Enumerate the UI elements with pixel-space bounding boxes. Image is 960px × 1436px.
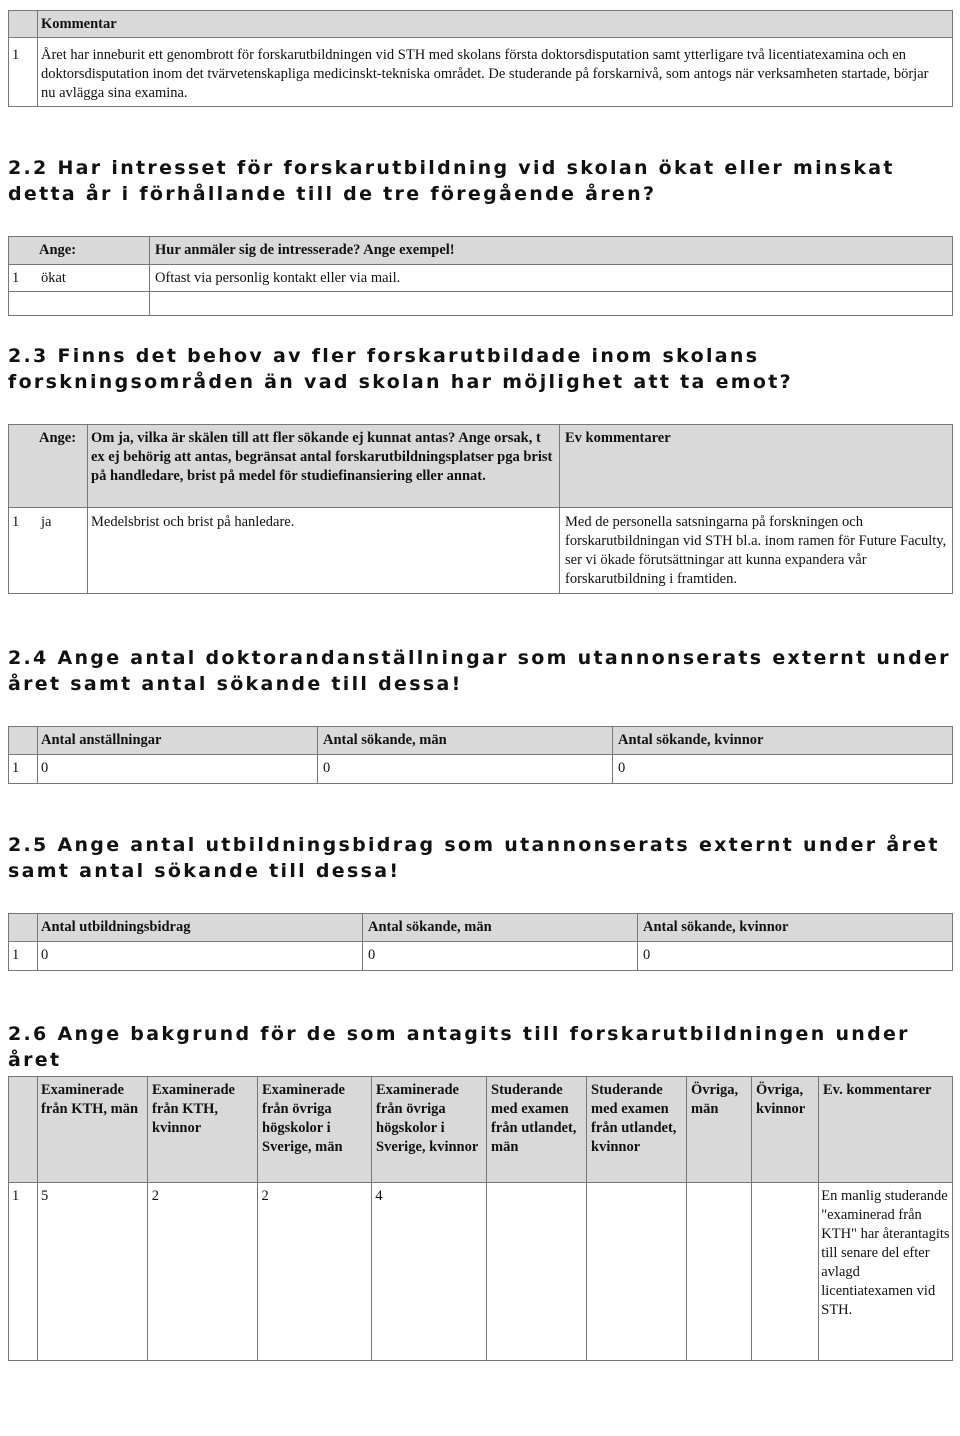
table-row [9,942,952,971]
header-sokande-man: Antal sökande, män [368,919,492,935]
header-row [9,425,952,508]
row-number: 1 [12,47,20,63]
header-sokande-man: Antal sökande, män [323,732,447,748]
utbildningsbidrag-value: 0 [41,947,49,963]
header-ovriga-hogskolor-man: Examinerade från övriga högskolor i Sverige, män [262,1082,345,1155]
ovriga-hogskolor-kvinnor-value: 4 [375,1188,383,1204]
reason-value: Medelsbrist och brist på hanledare. [91,514,295,530]
section-heading-2-5: 2.5 Ange antal utbildningsbidrag som utannonserats externt under året samt antal sökande till dessa! [8,834,940,882]
row-number: 1 [12,947,20,963]
header-row [9,727,952,755]
ovriga-hogskolor-man-value: 2 [261,1188,269,1204]
row-number: 1 [12,514,20,530]
kommentarer-value: En manlig studerande "examinerad från KTH" har återantagits till senare del efter avlagd licentiatexamen vid STH. [821,1188,950,1318]
kommentar-header-row [9,11,952,38]
header-ovriga-hogskolor-kvinnor: Examinerade från övriga högskolor i Sverige, kvinnor [376,1082,479,1155]
header-kth-man: Examinerade från KTH, män [41,1082,139,1117]
header-ange: Ange: [39,242,77,258]
header-utlandet-kvinnor: Studerande med examen från utlandet, kvinnor [591,1082,677,1155]
table-2-3 [8,424,953,594]
kommentar-text: Året har inneburit ett genombrott för forskarutbildningen vid STH med skolans första doktorsdisputation samt ytterligare två licentiatexamina och en doktorsdisputation inom det tvärvetenskapliga medicinskt-tekniska området. De studerande på forskarnivå, som antogs när verksamheten startade, börjar nu avlägga sina examina. [41,47,929,101]
row-number: 1 [12,1188,20,1204]
row-number: 1 [12,270,20,286]
section-heading-2-4: 2.4 Ange antal doktorandanställningar som utannonserats externt under året samt antal sökande till dessa! [8,647,951,695]
anstallningar-value: 0 [41,760,49,776]
header-sokande-kvinnor: Antal sökande, kvinnor [643,919,789,935]
kth-kvinnor-value: 2 [151,1188,159,1204]
header-utbildningsbidrag: Antal utbildningsbidrag [41,919,191,935]
section-heading-2-6: 2.6 Ange bakgrund för de som antagits till forskarutbildningen under året [8,1023,910,1071]
table-row [9,755,952,784]
header-sokande-kvinnor: Antal sökande, kvinnor [618,732,764,748]
row-number: 1 [12,760,20,776]
table-2-5 [8,913,953,971]
header-utlandet-man: Studerande med examen från utlandet, män [491,1082,577,1155]
header-kommentarer: Ev. kommentarer [823,1082,932,1098]
kth-man-value: 5 [40,1188,49,1204]
section-heading-2-2: 2.2 Har intresset för forskarutbildning vid skolan ökat eller minskat detta år i förhållande till de tre föregående åren? [8,157,895,205]
header-hur-anmaler: Hur anmäler sig de intresserade? Ange exempel! [155,242,455,258]
utlandet-kvinnor-value [587,1183,687,1321]
ange-value: ja [41,514,52,530]
table-row [9,38,952,104]
header-skal: Om ja, vilka är skälen till att fler sökande ej kunnat antas? Ange orsak, t ex ej behörig att antas, begränsat antal forskarutbildningsplatser pga brist på handledare, brist på medel för studiefinansiering eller annat. [91,430,553,484]
header-ovriga-kvinnor: Övriga, kvinnor [756,1082,806,1117]
utlandet-man-value [487,1183,587,1321]
ovriga-man-value [687,1183,752,1321]
sokande-kvinnor-value: 0 [643,947,651,963]
header-kth-kvinnor: Examinerade från KTH, kvinnor [152,1082,235,1136]
table-row [9,1183,952,1321]
header-row [9,914,952,942]
kommentar-table [8,10,953,107]
header-ange: Ange: [39,430,77,446]
kommentar-header: Kommentar [41,16,117,32]
table-row [9,508,952,594]
table-2-6 [8,1076,953,1361]
header-row [9,1077,952,1183]
ovriga-kvinnor-value [751,1183,818,1321]
ange-value: ökat [41,270,66,286]
sokande-kvinnor-value: 0 [618,760,626,776]
comment-value: Med de personella satsningarna på forskningen och forskarutbildningan vid STH bl.a. inom ramen för Future Faculty, ser vi ökade förutsättningar att kunna expandera vår forskarutbildning i framtiden. [565,514,947,587]
table-row [9,265,952,292]
hur-anmaler-value: Oftast via personlig kontakt eller via mail. [155,270,401,286]
sokande-man-value: 0 [323,760,331,776]
sokande-man-value: 0 [368,947,376,963]
header-kommentarer: Ev kommentarer [565,430,671,446]
table-2-2 [8,236,953,316]
header-ovriga-man: Övriga, män [691,1082,739,1117]
header-row [9,237,952,265]
header-anstallningar: Antal anställningar [41,732,162,748]
section-heading-2-3: 2.3 Finns det behov av fler forskarutbildade inom skolans forskningsområden än vad skolan har möjlighet att ta emot? [8,345,793,393]
table-2-4 [8,726,953,784]
